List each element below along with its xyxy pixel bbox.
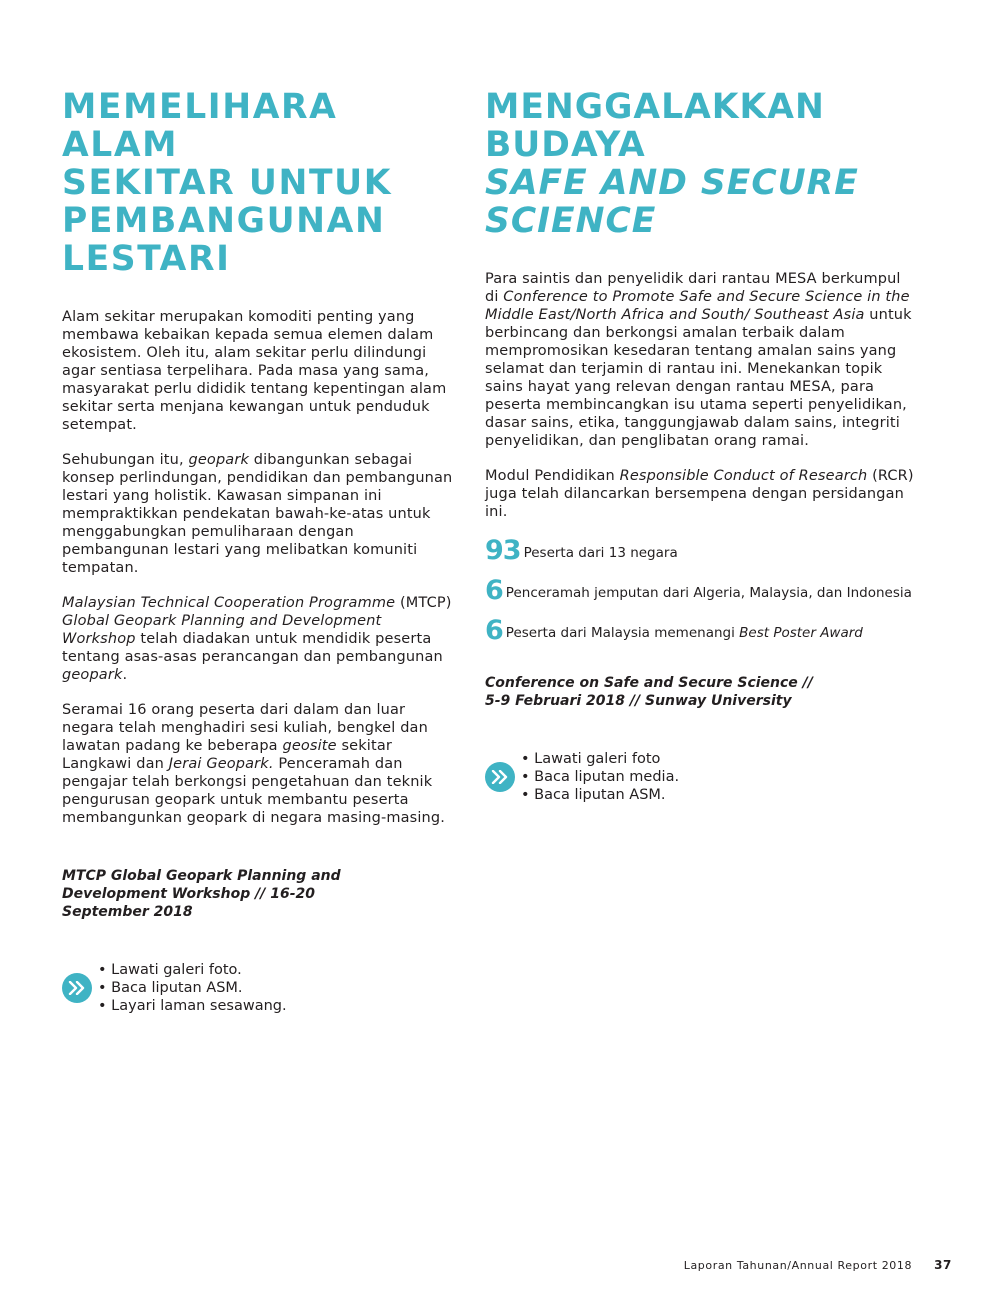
stat-text <box>506 618 863 642</box>
event-line: Conference on Safe and Secure Science // <box>485 675 813 691</box>
left-paragraph-4 <box>62 701 454 827</box>
right-heading-line: BUDAYA <box>485 125 646 165</box>
right-heading-line: MENGGALAKKAN <box>485 87 825 127</box>
text-run: (RCR) juga telah dilancarkan bersempena dengan persidangan ini. <box>485 468 914 520</box>
link-gallery[interactable]: • Lawati galeri foto. <box>98 961 287 979</box>
text-run-italic: Global Geopark Planning and Development Workshop <box>62 613 382 647</box>
page-footer <box>684 1258 952 1272</box>
text-run: dibangunkan sebagai konsep perlindungan, pendidikan dan pembangunan lestari yang holistik. Kawasan simpanan ini mempraktikkan pendekatan bawah-ke-atas untuk menggabungkan pemuliharaan dengan pembangunan lestari yang melibatkan komuniti tempatan. <box>62 452 453 576</box>
right-heading-line: SCIENCE <box>485 201 657 241</box>
link-gallery[interactable]: • Lawati galeri foto <box>521 750 679 768</box>
right-paragraph-1 <box>485 270 915 450</box>
right-paragraph-2 <box>485 467 915 521</box>
text-run: Penceramah dan pengajar telah berkongsi pengetahuan dan teknik pengurusan geopark untuk membantu peserta membangunkan geopark di negara masing-masing. <box>62 756 445 826</box>
text-run-italic: Conference to Promote Safe and Secure Science in the Middle East/North Africa and South/ Southeast Asia <box>485 289 910 323</box>
stat-item <box>485 535 915 566</box>
right-heading-line: SAFE AND SECURE <box>485 163 859 203</box>
text-run-italic: Jerai Geopark. <box>168 756 274 772</box>
stat-item <box>485 575 915 606</box>
text-run-italic: geopark <box>62 667 123 683</box>
link-asm-coverage[interactable]: • Baca liputan ASM. <box>98 979 287 997</box>
stats-list <box>485 535 915 646</box>
stat-text <box>524 538 678 562</box>
text-run-italic: Responsible Conduct of Research <box>619 468 868 484</box>
stat-item <box>485 615 915 646</box>
text-run: telah diadakan untuk mendidik peserta tentang asas-asas perancangan dan pembangunan <box>62 631 443 665</box>
stat-number: 6 <box>485 575 503 606</box>
right-column <box>485 88 915 804</box>
left-heading-line: LESTARI <box>62 239 231 279</box>
left-column <box>62 88 454 1015</box>
text-run-italic: geosite <box>282 738 337 754</box>
text-run: Peserta dari Malaysia memenangi <box>505 625 740 641</box>
text-run-italic: geopark <box>188 452 249 468</box>
text-run: Sehubungan itu, <box>62 452 189 468</box>
left-link-list <box>98 961 287 1015</box>
text-run: Para saintis dan penyelidik dari rantau MESA berkumpul di <box>485 271 901 305</box>
text-run: Peserta dari 13 negara <box>523 545 678 561</box>
text-run: Modul Pendidikan <box>485 468 620 484</box>
left-links <box>62 961 454 1015</box>
left-heading-line: SEKITAR UNTUK <box>62 163 393 203</box>
text-run: (MTCP) <box>395 595 452 611</box>
stat-number: 93 <box>485 535 521 566</box>
text-run-italic: Malaysian Technical Cooperation Programme <box>62 595 396 611</box>
event-line: 5-9 Februari 2018 // Sunway University <box>485 693 792 709</box>
page-number: 37 <box>934 1258 952 1272</box>
right-links <box>485 750 915 804</box>
left-heading-line: PEMBANGUNAN <box>62 201 386 241</box>
text-run: Seramai 16 orang peserta dari dalam dan luar negara telah menghadiri sesi kuliah, bengkel dan lawatan padang ke beberapa <box>62 702 428 754</box>
left-paragraph-1: Alam sekitar merupakan komoditi penting yang membawa kebaikan kepada semua elemen dalam ekosistem. Oleh itu, alam sekitar perlu dilindungi agar sentiasa terpelihara. Pada masa yang sama, masyarakat perlu dididik tentang kepentingan alam sekitar serta menjana kewangan untuk penduduk setempat. <box>62 309 447 433</box>
text-run: . <box>122 667 128 683</box>
left-paragraph-3 <box>62 594 454 684</box>
right-heading <box>485 88 915 240</box>
text-run: sekitar Langkawi dan <box>62 738 392 772</box>
event-line: Development Workshop // 16-20 <box>62 886 315 902</box>
stat-number: 6 <box>485 615 503 646</box>
footer-label: Laporan Tahunan/Annual Report 2018 <box>683 1259 913 1272</box>
link-media-coverage[interactable]: • Baca liputan media. <box>521 768 679 786</box>
left-heading <box>62 88 454 278</box>
event-line: MTCP Global Geopark Planning and <box>62 868 341 884</box>
link-website[interactable]: • Layari laman sesawang. <box>98 997 287 1015</box>
double-chevron-right-icon[interactable] <box>62 973 92 1003</box>
left-heading-line: MEMELIHARA ALAM <box>62 87 338 165</box>
text-run: untuk berbincang dan berkongsi amalan terbaik dalam mempromosikan kesedaran tentang amalan sains yang selamat dan terjamin di rantau ini. Menekankan topik sains hayat yang relevan dengan rantau MESA, para peserta membincangkan isu utama seperti penyelidikan, dasar sains, etika, tanggungjawab dalam sains, integriti penyelidikan, dan penglibatan orang ramai. <box>485 307 912 449</box>
text-run-italic: Best Poster Award <box>739 625 863 641</box>
right-link-list <box>521 750 679 804</box>
left-event-caption <box>62 867 454 921</box>
stat-text <box>506 578 912 602</box>
left-paragraph-2 <box>62 451 454 577</box>
link-asm-coverage[interactable]: • Baca liputan ASM. <box>521 786 679 804</box>
text-run: Penceramah jemputan dari Algeria, Malaysia, dan Indonesia <box>505 585 912 601</box>
double-chevron-right-icon[interactable] <box>485 762 515 792</box>
right-event-caption <box>485 674 915 710</box>
event-line: September 2018 <box>62 904 193 920</box>
